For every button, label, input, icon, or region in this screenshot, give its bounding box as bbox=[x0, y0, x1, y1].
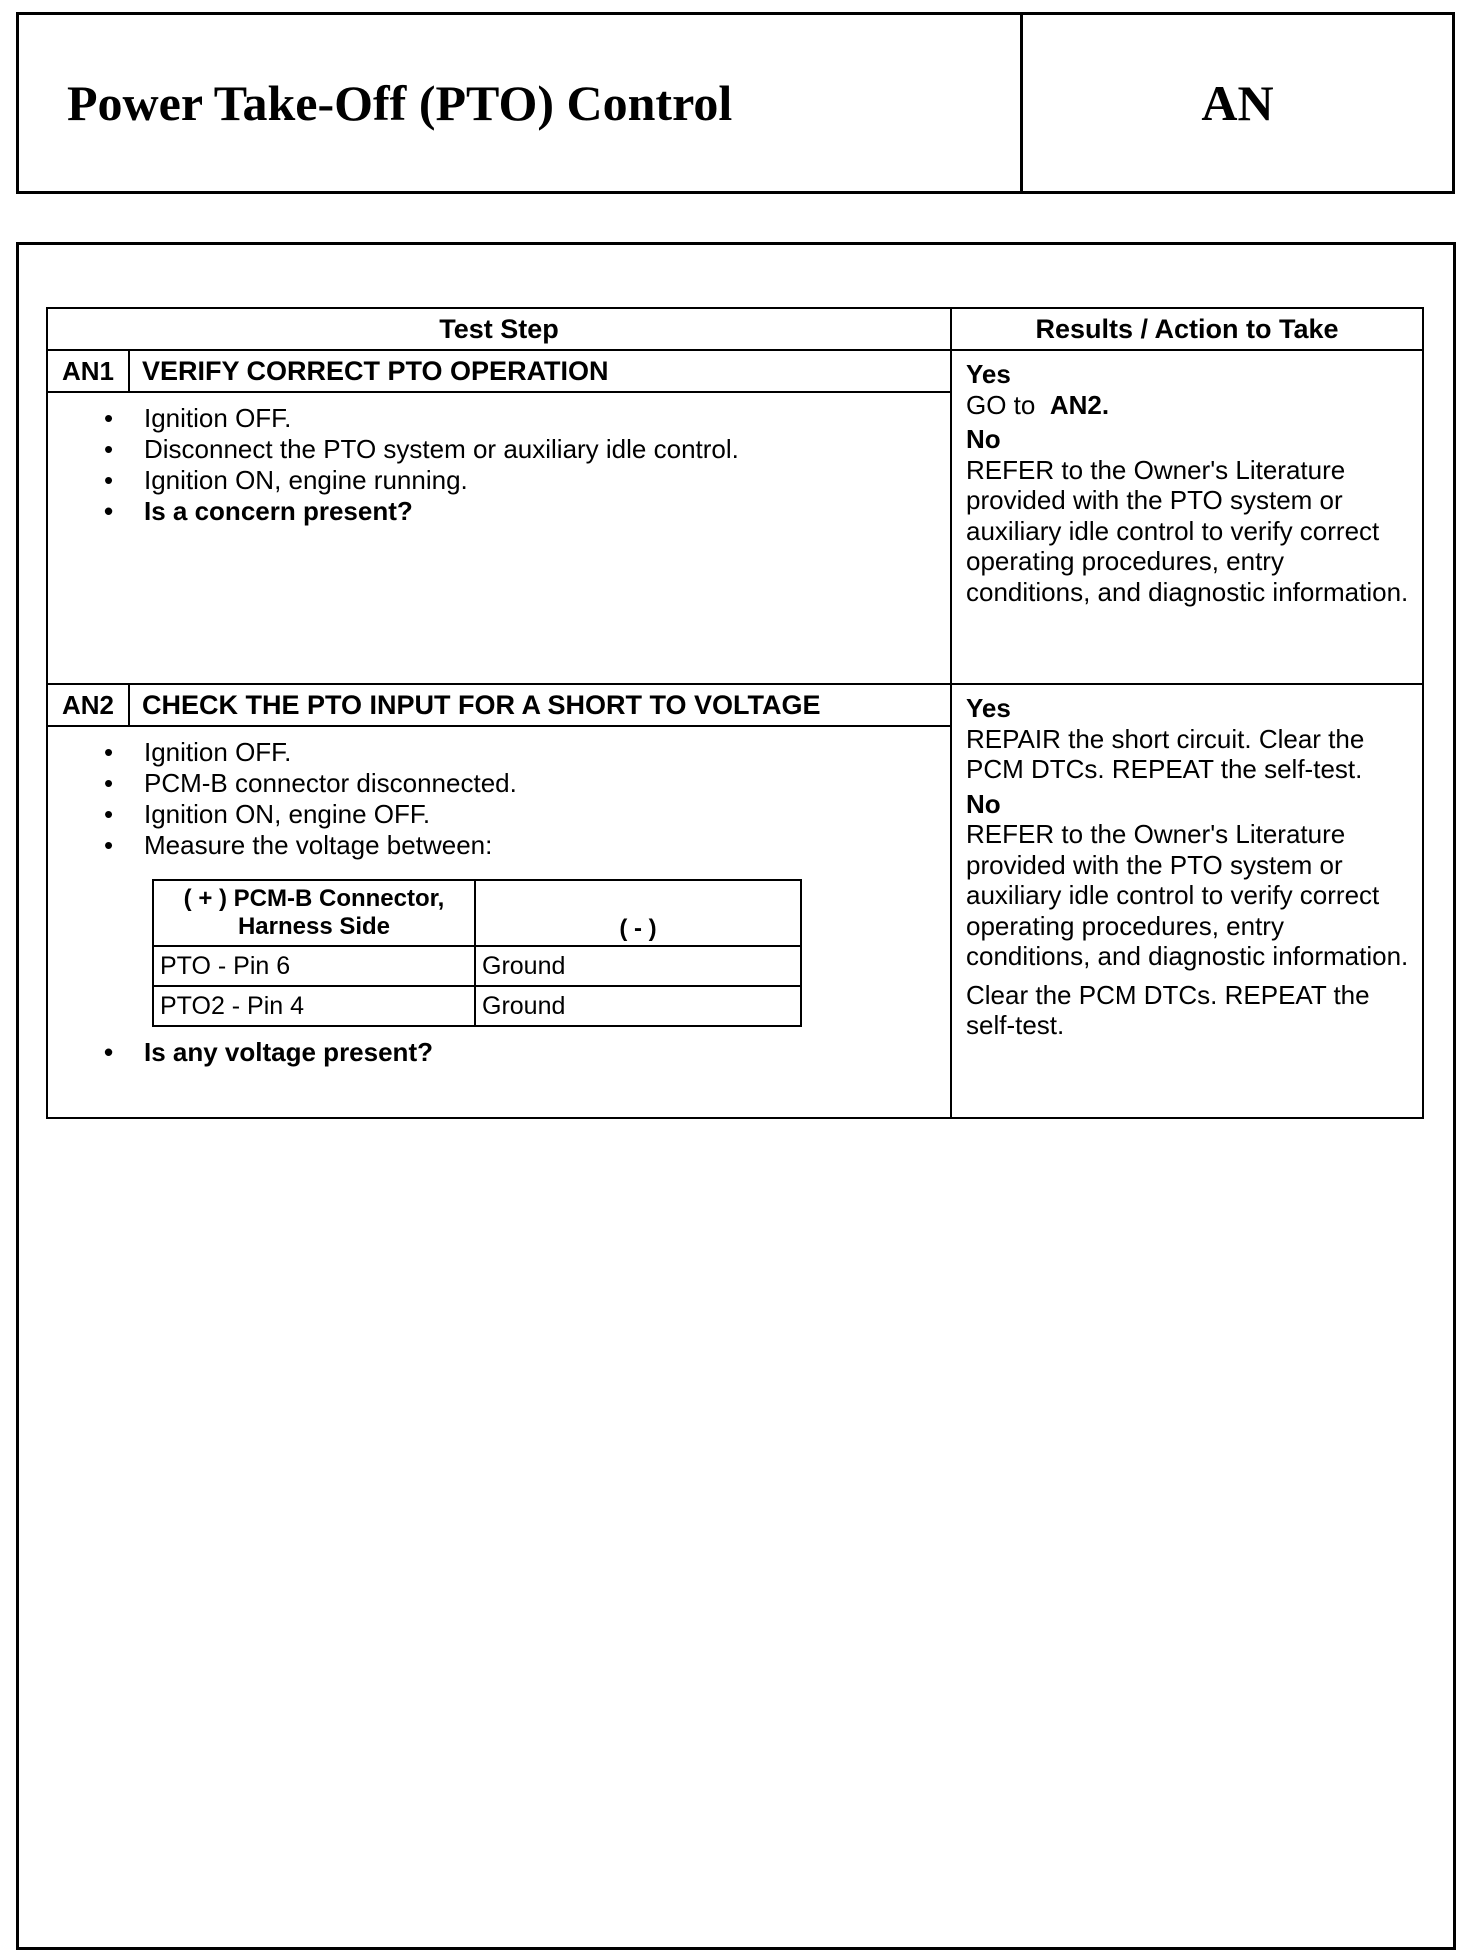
no-label: No bbox=[966, 424, 1001, 454]
bullet: • Ignition OFF. bbox=[144, 737, 950, 768]
pos-cell: PTO2 - Pin 4 bbox=[153, 986, 475, 1026]
voltage-table bbox=[152, 879, 802, 1027]
bullet: • Measure the voltage between: bbox=[144, 830, 950, 861]
no-label: No bbox=[966, 788, 1001, 819]
step-question bbox=[48, 1037, 950, 1068]
bullet: • PCM-B connector disconnected. bbox=[144, 768, 950, 799]
yes-text: REPAIR the short circuit. Clear the PCM DTCs. REPEAT the self-test. bbox=[966, 723, 1365, 784]
pos-cell: PTO - Pin 6 bbox=[153, 946, 475, 986]
extra-text: Clear the PCM DTCs. REPEAT the self-test. bbox=[966, 979, 1370, 1040]
diagnostic-table bbox=[46, 307, 1424, 1119]
step-body bbox=[47, 726, 951, 1118]
page-title: Power Take-Off (PTO) Control bbox=[19, 15, 1023, 191]
neg-cell: Ground bbox=[475, 946, 801, 986]
step-title: VERIFY CORRECT PTO OPERATION bbox=[129, 350, 951, 392]
step-id: AN2 bbox=[47, 684, 129, 726]
step-result bbox=[951, 684, 1423, 1118]
results-header: Results / Action to Take bbox=[951, 308, 1423, 350]
yes-label: Yes bbox=[966, 359, 1011, 389]
page-header bbox=[16, 12, 1455, 194]
neg-cell: Ground bbox=[475, 986, 801, 1026]
step-body bbox=[47, 392, 951, 684]
bullet: • Ignition ON, engine running. bbox=[144, 465, 950, 496]
bullet: • Ignition OFF. bbox=[144, 403, 950, 434]
bullet: • Ignition ON, engine OFF. bbox=[144, 799, 950, 830]
yes-label: Yes bbox=[966, 693, 1011, 723]
question: • Is any voltage present? bbox=[144, 1037, 950, 1068]
test-step-header: Test Step bbox=[47, 308, 951, 350]
yes-text: GO to bbox=[966, 389, 1036, 420]
step-bullets bbox=[48, 737, 950, 861]
negative-header: ( - ) bbox=[475, 880, 801, 946]
table-row bbox=[153, 986, 801, 1026]
step-bullets bbox=[48, 403, 950, 527]
question: • Is a concern present? bbox=[144, 496, 950, 527]
step-result bbox=[951, 350, 1423, 684]
goto-link[interactable]: AN2. bbox=[1049, 389, 1110, 420]
step-title: CHECK THE PTO INPUT FOR A SHORT TO VOLTAGE bbox=[129, 684, 951, 726]
section-code: AN bbox=[1201, 75, 1274, 131]
bullet: • Disconnect the PTO system or auxiliary idle control. bbox=[144, 434, 950, 465]
no-text: REFER to the Owner's Literature provided with the PTO system or auxiliary idle control to verify correct operating procedures, entry conditions, and diagnostic information. bbox=[966, 454, 1409, 607]
step-id: AN1 bbox=[47, 350, 129, 392]
positive-header: ( + ) PCM-B Connector, Harness Side bbox=[153, 880, 475, 946]
table-row bbox=[153, 946, 801, 986]
no-text: REFER to the Owner's Literature provided with the PTO system or auxiliary idle control to verify correct operating procedures, entry conditions, and diagnostic information. bbox=[966, 819, 1409, 971]
